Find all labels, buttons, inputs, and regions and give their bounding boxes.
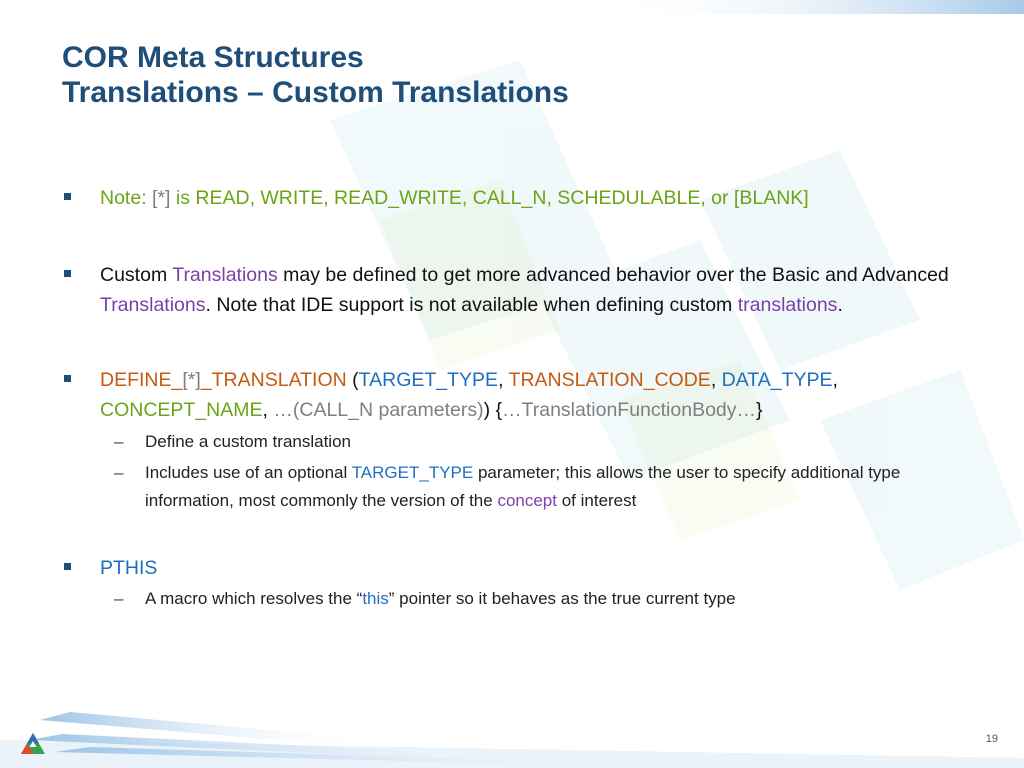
comma: , (262, 399, 274, 421)
sub-text-2: ” pointer so it behaves as the true current type (388, 589, 736, 608)
square-bullet-icon (64, 375, 71, 382)
dash-bullet-icon: – (114, 462, 124, 482)
square-bullet-icon (64, 270, 71, 277)
custom-text-1: Custom (100, 263, 173, 286)
note-text: is READ, WRITE, READ_WRITE, CALL_N, SCHEDULABLE, or [BLANK] (175, 187, 809, 209)
keyword-target-type: TARGET_TYPE (351, 462, 474, 482)
param-concept-name: CONCEPT_NAME (100, 399, 263, 421)
custom-text-3: . Note that IDE support is not available when defining custom (205, 294, 738, 316)
square-bullet-icon (64, 193, 71, 200)
bullet-note (62, 183, 962, 214)
title-line-2: Translations – Custom Translations (62, 76, 569, 110)
param-translation-code: TRANSLATION_CODE (508, 368, 711, 391)
close-paren-brace: ) { (483, 399, 503, 421)
function-body: …TranslationFunctionBody… (502, 399, 757, 421)
keyword-translations: Translations (172, 263, 278, 286)
note-label: Note: (100, 187, 147, 209)
macro-name-suffix: _TRANSLATION (200, 368, 347, 391)
slide-title (62, 40, 569, 111)
sub-text-3: of interest (556, 490, 637, 510)
sub-text-1: A macro which resolves the “ (145, 589, 363, 608)
note-bracket: [*] (152, 187, 171, 209)
slide-body (62, 183, 962, 613)
dash-bullet-icon: – (114, 431, 124, 451)
macro-name-prefix: DEFINE_ (100, 368, 183, 391)
param-data-type: DATA_TYPE (721, 368, 833, 391)
sub-text: Define a custom translation (145, 431, 351, 451)
open-paren: ( (346, 368, 359, 391)
comma: , (832, 368, 838, 391)
param-target-type: TARGET_TYPE (358, 368, 499, 391)
macro-bracket: [*] (182, 368, 201, 391)
sub-bullet-target-type (62, 459, 962, 515)
comma: , (710, 368, 722, 391)
bullet-pthis (62, 553, 962, 584)
bullet-custom-translations (62, 260, 962, 321)
keyword-concept: concept (497, 490, 557, 510)
triangle-logo-icon (20, 732, 46, 756)
keyword-translations: Translations (100, 294, 206, 316)
sub-text-2: parameter; this allows the user to specify additional type information, most commonly the version of the (145, 462, 901, 510)
comma: , (498, 368, 509, 391)
custom-text-2: may be defined to get more advanced behavior over the Basic and Advanced (277, 263, 949, 286)
title-line-1: COR Meta Structures (62, 41, 364, 74)
keyword-this: this (362, 589, 389, 608)
close-brace: } (756, 399, 763, 421)
bullet-define-translation (62, 365, 962, 426)
page-number: 19 (985, 733, 998, 745)
sub-bullet-pthis (62, 585, 962, 613)
keyword-pthis: PTHIS (100, 556, 158, 579)
param-calln: …(CALL_N parameters) (273, 399, 484, 421)
dash-bullet-icon: – (114, 589, 124, 608)
keyword-translations: translations (737, 294, 838, 316)
sub-bullet-define (62, 428, 962, 456)
custom-text-4: . (837, 294, 843, 316)
square-bullet-icon (64, 563, 71, 570)
sub-text-1: Includes use of an optional (145, 462, 352, 482)
